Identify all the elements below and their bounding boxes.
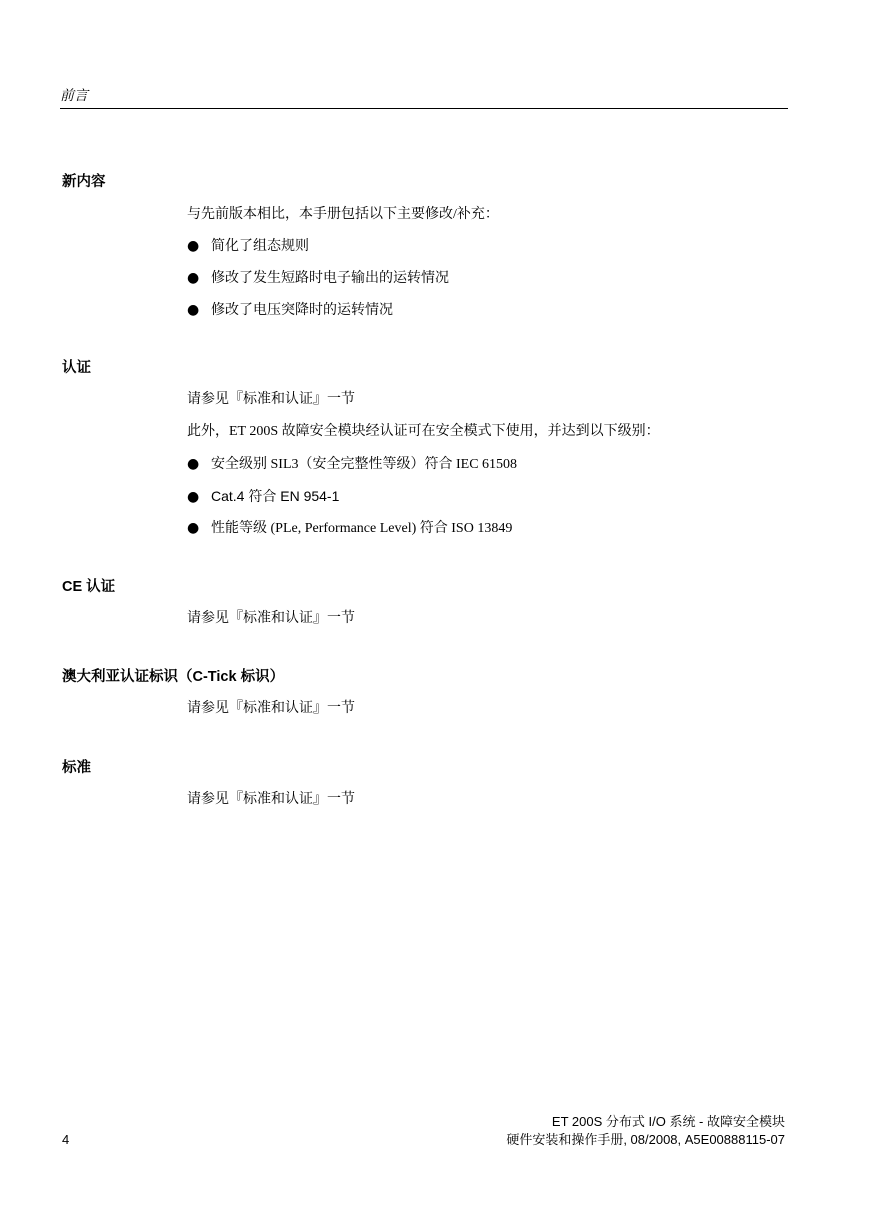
section-title-ctick: 澳大利亚认证标识（C-Tick 标识） <box>62 669 285 685</box>
footer-product: ET 200S 分布式 I/O 系统 - 故障安全模块 <box>551 1114 785 1129</box>
ctick-ref: 请参见『标准和认证』一节 <box>187 701 355 716</box>
header-title: 前言 <box>60 89 88 104</box>
section-title-certification: 认证 <box>62 360 91 376</box>
certification-ref: 请参见『标准和认证』一节 <box>187 392 355 407</box>
section-title-standards: 标准 <box>62 760 91 776</box>
list-item <box>187 487 339 507</box>
bullet-icon: ● <box>187 520 200 536</box>
section-title-ce: CE 认证 <box>62 579 116 595</box>
ce-ref: 请参见『标准和认证』一节 <box>187 611 355 626</box>
bullet-text: 简化了组态规则 <box>211 239 309 254</box>
page-number: 4 <box>62 1132 70 1147</box>
list-item <box>187 301 393 320</box>
bullet-icon: ● <box>187 489 200 505</box>
section-title-new-content: 新内容 <box>62 174 106 190</box>
page-header <box>60 88 788 109</box>
bullet-icon: ● <box>187 302 200 318</box>
bullet-icon: ● <box>187 238 200 254</box>
certification-intro: 此外，ET 200S 故障安全模块经认证可在安全模式下使用，并达到以下级别： <box>187 424 660 439</box>
bullet-icon: ● <box>187 270 200 286</box>
standards-ref: 请参见『标准和认证』一节 <box>187 792 355 807</box>
bullet-icon: ● <box>187 456 200 472</box>
bullet-text: Cat.4 符合 EN 954-1 <box>211 488 340 504</box>
list-item <box>187 519 512 538</box>
footer-manual-info: 硬件安装和操作手册, 08/2008, A5E00888115-07 <box>506 1132 785 1147</box>
bullet-text: 安全级别 SIL3（安全完整性等级）符合 IEC 61508 <box>211 457 518 472</box>
bullet-text: 修改了发生短路时电子输出的运转情况 <box>211 271 449 286</box>
list-item <box>187 455 517 474</box>
bullet-text: 修改了电压突降时的运转情况 <box>211 303 393 318</box>
new-content-intro: 与先前版本相比，本手册包括以下主要修改/补充： <box>187 207 499 222</box>
bullet-text: 性能等级 (PLe, Performance Level) 符合 ISO 13849 <box>211 521 513 536</box>
list-item <box>187 269 449 288</box>
list-item <box>187 237 309 256</box>
